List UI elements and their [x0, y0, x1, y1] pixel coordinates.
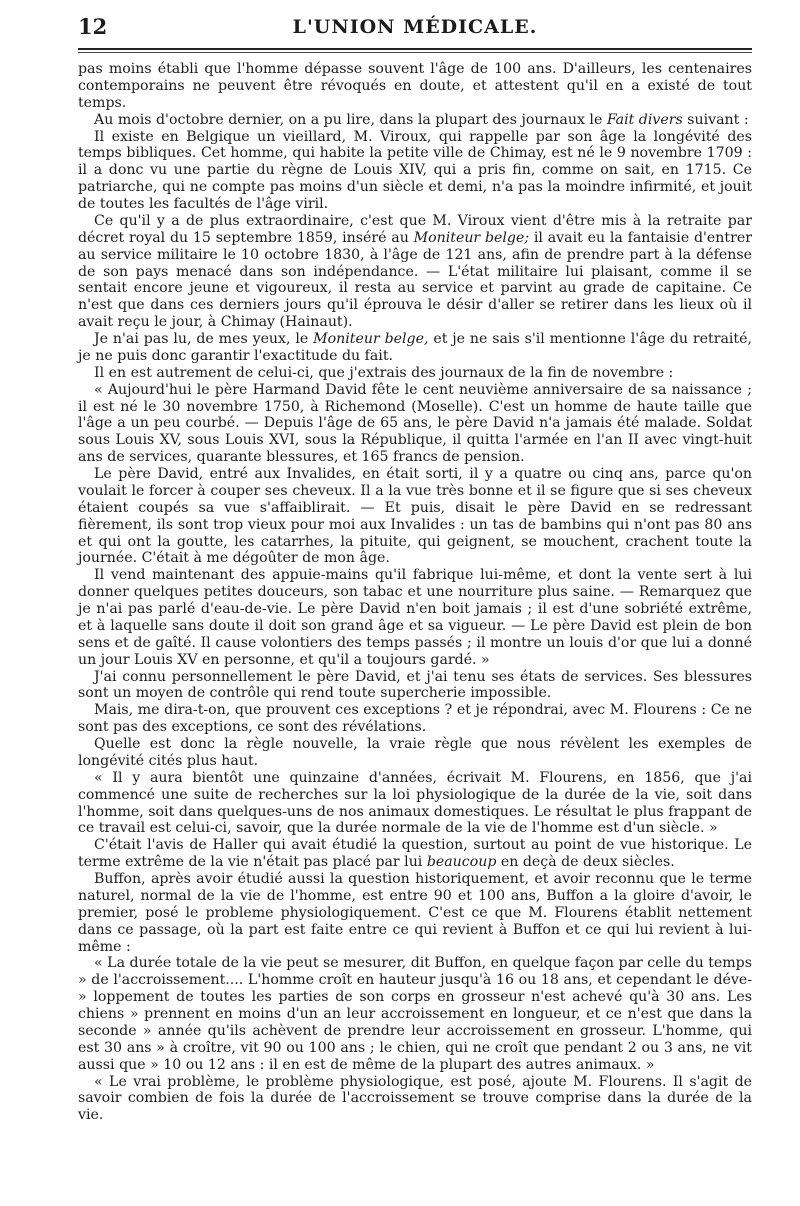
italic-text: Moniteur belge; — [413, 229, 530, 246]
paragraph — [78, 213, 752, 331]
paragraph — [78, 382, 752, 466]
paragraph — [78, 871, 752, 955]
journal-title: L'UNION MÉDICALE. — [292, 16, 538, 38]
paragraph-text: il avait eu la fantaisie d'entrer au service militaire le 10 octobre 1830, à l'âge de 121 ans, afin de prendre part à la défense de son pays menacé dans son indépendance. — L'état militaire lui plaisant, comme il se sentait encore jeune et vigoureux, il resta au service et parvint au grade de capitaine. Ce n'est que dans ces derniers jours qu'il éprouva le désir d'aller se retirer dans les lieux où il avait reçu le jour, à Chimay (Hainaut). — [78, 229, 752, 331]
paragraph — [78, 837, 752, 871]
paragraph-text: Le père David, entré aux Invalides, en était sorti, il y a quatre ou cinq ans, parce qu'on voulait le forcer à couper ses cheveux. Il a la vue très bonne et il se figure que si ses cheveux étaient coupés sa vue s'affaiblirait. — Et puis, disait le père David en se redressant fièrement, ils sont trop vieux pour moi aux Invalides : un tas de bambins qui n'ont pas 80 ans et qui ont la goutte, les catarrhes, la pituite, qui geignent, se mouchent, crachent toute la journée. C'était à me dégoûter de mon âge. — [78, 466, 752, 567]
italic-text: Fait divers — [606, 111, 683, 128]
paragraph-text: pas moins établi que l'homme dépasse souvent l'âge de 100 ans. D'ailleurs, les centenaires contemporains ne peuvent être révoqués en doute, et attestent qu'il en a existé de tout temps. — [78, 61, 752, 111]
paragraph-text: et je ne sais s'il mentionne l'âge du retraité, je ne puis donc garantir l'exactitude du fait. — [78, 331, 752, 364]
paragraph — [78, 1074, 752, 1125]
paragraph-text: « Il y aura bientôt une quinzaine d'années, écrivait M. Flourens, en 1856, que j'ai commencé une suite de recherches sur la loi physiologique de la durée de la vie, soit dans l'homme, soit dans quelques-uns de nos animaux domestiques. Le résultat le plus frappant de ce travail est celui-ci, savoir, que la durée normale de la vie de l'homme est d'un siècle. » — [78, 769, 752, 837]
paragraph-text: Il en est autrement de celui-ci, que j'extrais des journaux de la fin de novembre : — [94, 364, 674, 381]
paragraph-text: Je n'ai pas lu, de mes yeux, le — [94, 331, 314, 347]
header-rule-thin — [78, 52, 752, 53]
italic-text: Moniteur belge, — [313, 331, 429, 347]
italic-text: beaucoup — [426, 854, 497, 871]
paragraph — [78, 669, 752, 703]
header-rule — [78, 48, 752, 50]
paragraph-text: Il existe en Belgique un vieillard, M. Viroux, qui rappelle par son âge la longévité des temps bibliques. Cet homme, qui habite la petite ville de Chimay, est né le 9 novembre 1709 : il a donc vu une partie du règne de Louis XIV, qui a pris fin, comme on sait, en 1715. Ce patriarche, qui ne compte pas moins d'un siècle et demi, n'a pas la moindre infirmité, et jouit de toutes les facultés de l'âge viril. — [78, 128, 752, 212]
paragraph — [78, 736, 752, 770]
paragraph — [78, 112, 752, 129]
paragraph — [78, 61, 752, 112]
paragraph-text: J'ai connu personnellement le père David, et j'ai tenu ses états de services. Ses blessures sont un moyen de contrôle qui rend toute supercherie impossible. — [78, 668, 752, 702]
paragraph-text: C'était l'avis de Haller qui avait étudié la question, surtout au point de vue historique. Le terme extrême de la vie n'était pas placé par lui — [78, 837, 752, 871]
paragraph — [78, 365, 752, 382]
running-head — [78, 14, 752, 44]
paragraph-text: suivant : — [682, 111, 749, 128]
paragraph-text: Mais, me dira-t-on, que prouvent ces exceptions ? et je répondrai, avec M. Flourens : Ce ne sont pas des exceptions, ce sont des révélations. — [78, 702, 752, 736]
article-body — [78, 61, 752, 1124]
paragraph-text: Ce qu'il y a de plus extraordinaire, c'est que M. Viroux vient d'être mis à la retraite par décret royal du 15 septembre 1859, inséré au — [78, 212, 752, 246]
paragraph — [78, 702, 752, 736]
paragraph-text: « La durée totale de la vie peut se mesurer, dit Buffon, en quelque façon par celle du temps » de l'accroissement.... L'homme croît en hauteur jusqu'à 16 ou 18 ans, et cependant le déve- » loppement de toutes les parties de son corps en grosseur n'est achevé qu'à 30 ans. Les chiens » prennent en moins d'un an leur accroissement en longueur, et ce n'est que dans la seconde » année qu'ils achèvent de prendre leur accroissement en grosseur. L'homme, qui est 30 ans » à croître, vit 90 ou 100 ans ; le chien, qui ne croît que pendant 2 ou 3 ans, ne vit aussi que » 10 ou 12 ans : il en est de même de la plupart des autres animaux. » — [78, 955, 752, 1073]
page-number: 12 — [78, 14, 108, 39]
paragraph-text: « Aujourd'hui le père Harmand David fête le cent neuvième anniversaire de sa naissance ; il est né le 30 novembre 1750, à Richemond (Moselle). C'est un homme de haute taille que l'âge a un peu courbé. — Depuis l'âge de 65 ans, le père David n'a jamais été malade. Soldat sous Louis XV, sous Louis XVI, sous la République, il quitta l'armée en l'an II avec vingt-huit ans de services, quarante blessures, et 165 francs de pension. — [78, 381, 752, 466]
paragraph-text: Au mois d'octobre dernier, on a pu lire, dans la plupart des journaux le — [94, 111, 607, 128]
paragraph-text: en deçà de deux siècles. — [496, 854, 675, 871]
paragraph-text: « Le vrai problème, le problème physiologique, est posé, ajoute M. Flourens. Il s'agit de savoir combien de fois la durée de l'accroissement se trouve comprise dans la durée de la vie. — [78, 1073, 752, 1124]
paragraph — [78, 567, 752, 668]
paragraph — [78, 955, 752, 1073]
paragraph — [78, 466, 752, 567]
paragraph — [78, 770, 752, 838]
paragraph-text: Buffon, après avoir étudié aussi la question historiquement, et avoir reconnu que le terme naturel, normal de la vie de l'homme, est entre 90 et 100 ans, Buffon a la gloire d'avoir, le premier, posé le probleme physiologiquement. C'est ce que M. Flourens établit nettement dans ce passage, où la part est faite entre ce qui revient à Buffon et ce qui lui revient à lui-même : — [78, 871, 752, 955]
paragraph — [78, 129, 752, 213]
paragraph — [78, 331, 752, 365]
paragraph-text: Quelle est donc la règle nouvelle, la vraie règle que nous révèlent les exemples de longévité cités plus haut. — [78, 736, 752, 769]
paragraph-text: Il vend maintenant des appuie-mains qu'il fabrique lui-même, et dont la vente sert à lui donner quelques petites douceurs, son tabac et une nourriture plus saine. — Remarquez que je n'ai pas parlé d'eau-de-vie. Le père David n'en boit jamais ; il est d'une sobriété extrême, et à laquelle sans doute il doit son grand âge et sa vigueur. — Le père David est plein de bon sens et de gaîté. Il cause volontiers des temps passés ; il montre un louis d'or que lui a donné un jour Louis XV en personne, et qu'il a toujours gardé. » — [78, 567, 752, 668]
